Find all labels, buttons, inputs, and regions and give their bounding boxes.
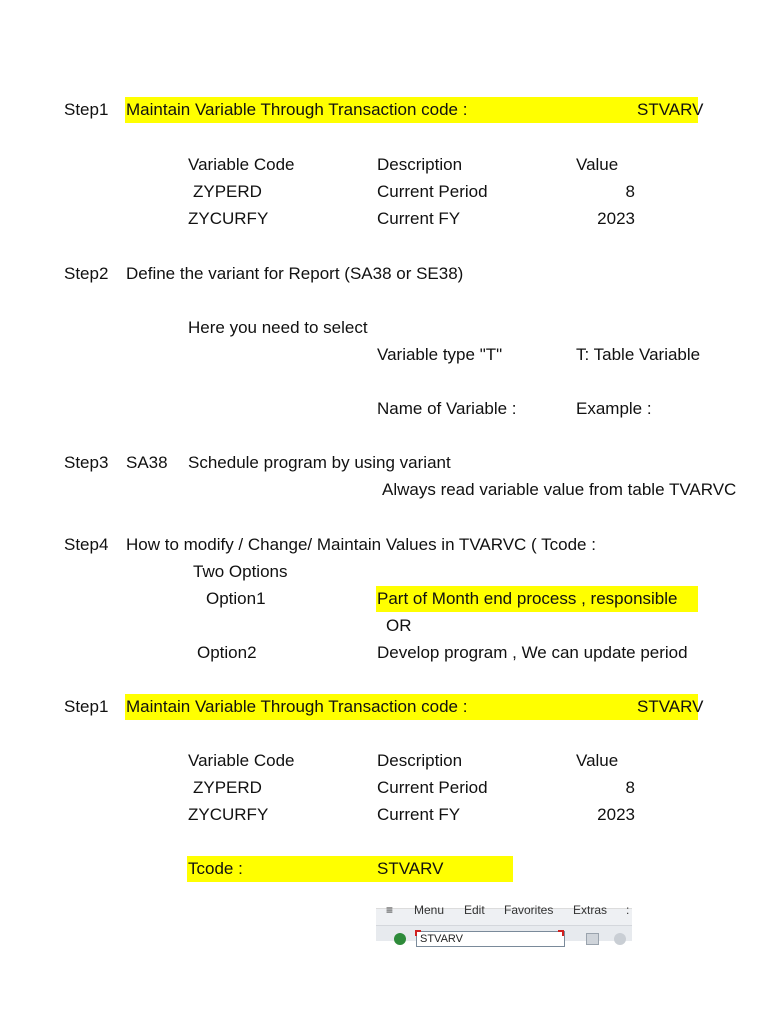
- or-separator: OR: [386, 616, 412, 635]
- step1-heading: Maintain Variable Through Transaction code :: [126, 100, 468, 119]
- option1-text: Part of Month end process , responsible: [377, 589, 678, 608]
- tcode-value: STVARV: [377, 859, 444, 878]
- row2-code: ZYCURFY: [188, 209, 269, 228]
- col-header-description-2: Description: [377, 751, 463, 770]
- step1-tcode: STVARV: [637, 100, 704, 119]
- col-header-description: Description: [377, 155, 463, 174]
- sap-save-icon[interactable]: [614, 933, 626, 945]
- col-header-value-2: Value: [576, 751, 619, 770]
- step3-heading: Schedule program by using variant: [188, 453, 451, 472]
- sap-enter-check-icon[interactable]: [394, 933, 406, 945]
- row1-desc-2: Current Period: [377, 778, 488, 797]
- option2-text: Develop program , We can update period: [377, 643, 688, 662]
- row1-code: ZYPERD: [193, 182, 262, 201]
- col-header-variable-code: Variable Code: [188, 155, 295, 174]
- sap-command-field[interactable]: STVARV: [416, 931, 565, 947]
- step1b-tcode: STVARV: [637, 697, 704, 716]
- step2-select-label: Here you need to select: [188, 318, 368, 337]
- step1b-heading: Maintain Variable Through Transaction code :: [126, 697, 468, 716]
- step4-label: Step4: [64, 535, 109, 554]
- step2-name-value: Example :: [576, 399, 652, 418]
- step3-label: Step3: [64, 453, 109, 472]
- step3-tcode: SA38: [126, 453, 168, 472]
- row2-code-2: ZYCURFY: [188, 805, 269, 824]
- col-header-value: Value: [576, 155, 619, 174]
- sap-menu-icon: ≡: [386, 903, 394, 917]
- step4-two-options: Two Options: [193, 562, 288, 581]
- step3-note: Always read variable value from table TVARVC: [382, 480, 737, 499]
- command-field-corner-icon: [558, 930, 564, 936]
- row2-value: 2023: [597, 209, 635, 228]
- option2-label: Option2: [197, 643, 257, 662]
- col-header-variable-code-2: Variable Code: [188, 751, 295, 770]
- step1b-label: Step1: [64, 697, 109, 716]
- step2-label: Step2: [64, 264, 109, 283]
- step2-variable-type-label: Variable type "T": [377, 345, 503, 364]
- sap-history-dropdown-icon[interactable]: [586, 933, 599, 945]
- step2-heading: Define the variant for Report (SA38 or SE38): [126, 264, 464, 283]
- tcode-label: Tcode :: [188, 859, 243, 878]
- row1-value-2: 8: [625, 778, 635, 797]
- step2-name-label: Name of Variable :: [377, 399, 517, 418]
- row2-desc: Current FY: [377, 209, 461, 228]
- sap-menu-more: :: [626, 903, 630, 917]
- row1-value: 8: [625, 182, 635, 201]
- option1-label: Option1: [206, 589, 266, 608]
- step2-variable-type-value: T: Table Variable: [576, 345, 701, 364]
- step1-label: Step1: [64, 100, 109, 119]
- command-field-corner-icon: [415, 930, 421, 936]
- sap-menu-item-menu[interactable]: Menu: [414, 903, 445, 917]
- sap-toolbar-overlay: [376, 908, 632, 945]
- row2-value-2: 2023: [597, 805, 635, 824]
- row1-desc: Current Period: [377, 182, 488, 201]
- sap-menu-item-favorites[interactable]: Favorites: [504, 903, 554, 917]
- row2-desc-2: Current FY: [377, 805, 461, 824]
- row1-code-2: ZYPERD: [193, 778, 262, 797]
- sap-menu-item-edit[interactable]: Edit: [464, 903, 485, 917]
- sap-menu-item-extras[interactable]: Extras: [573, 903, 608, 917]
- step4-heading: How to modify / Change/ Maintain Values in TVARVC ( Tcode :: [126, 535, 596, 554]
